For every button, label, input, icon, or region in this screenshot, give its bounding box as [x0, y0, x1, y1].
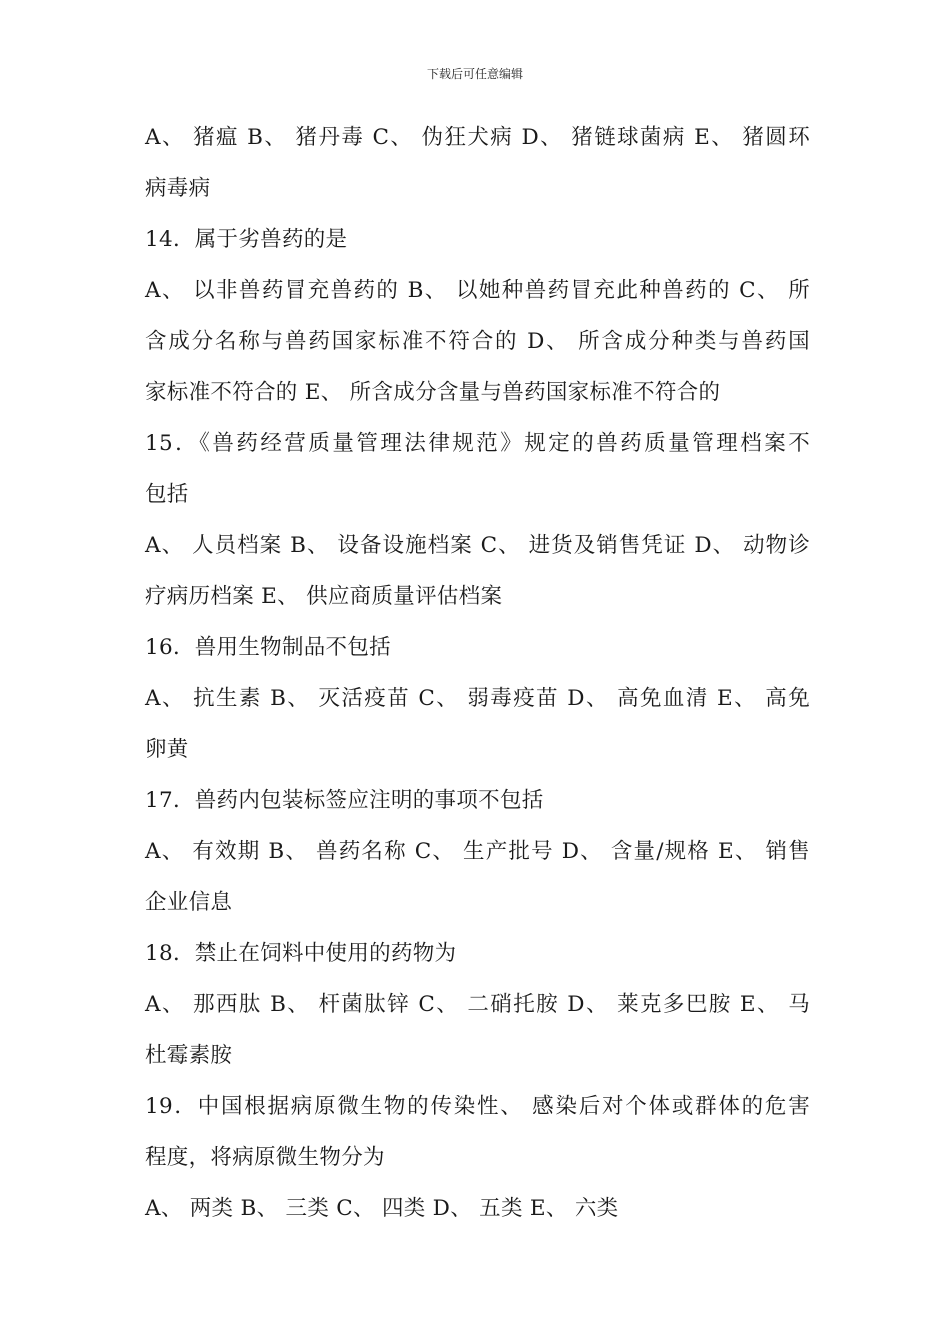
- text-line: 家标准不符合的 E、 所含成分含量与兽药国家标准不符合的: [145, 380, 721, 405]
- document-body: [145, 116, 810, 1238]
- question-16: 16．兽用生物制品不包括: [145, 635, 391, 660]
- text-line: 企业信息: [145, 890, 233, 915]
- text-line: A、 抗生素 B、 灭活疫苗 C、 弱毒疫苗 D、 高免血清 E、 高免: [145, 686, 810, 711]
- text-line: A、 两类 B、 三类 C、 四类 D、 五类 E、 六类: [145, 1196, 619, 1221]
- text-line: 含成分名称与兽药国家标准不符合的 D、 所含成分种类与兽药国: [145, 329, 810, 354]
- text-line: A、 以非兽药冒充兽药的 B、 以她种兽药冒充此种兽药的 C、 所: [145, 278, 810, 303]
- text-line: A、 那西肽 B、 杆菌肽锌 C、 二硝托胺 D、 莱克多巴胺 E、 马: [145, 992, 810, 1017]
- question-15: 15．《兽药经营质量管理法律规范》规定的兽药质量管理档案不: [145, 431, 810, 456]
- question-14: 14．属于劣兽药的是: [145, 227, 348, 252]
- question-19: 19．中国根据病原微生物的传染性、 感染后对个体或群体的危害: [145, 1094, 810, 1119]
- question-18: 18．禁止在饲料中使用的药物为: [145, 941, 457, 966]
- text-line: 程度，将病原微生物分为: [145, 1145, 385, 1170]
- question-17: 17．兽药内包装标签应注明的事项不包括: [145, 788, 544, 813]
- text-line: A、 有效期 B、 兽药名称 C、 生产批号 D、 含量/规格 E、 销售: [145, 839, 810, 864]
- page-header: 下载后可任意编辑: [426, 67, 523, 81]
- text-line: 疗病历档案 E、 供应商质量评估档案: [145, 584, 503, 609]
- text-line: A、 猪瘟 B、 猪丹毒 C、 伪狂犬病 D、 猪链球菌病 E、 猪圆环: [145, 125, 810, 150]
- text-line: 病毒病: [145, 176, 211, 201]
- text-line: 卵黄: [145, 737, 189, 762]
- text-line: 杜霉素胺: [145, 1043, 233, 1068]
- text-line: A、 人员档案 B、 设备设施档案 C、 进货及销售凭证 D、 动物诊: [145, 533, 810, 558]
- text-line: 包括: [145, 482, 189, 507]
